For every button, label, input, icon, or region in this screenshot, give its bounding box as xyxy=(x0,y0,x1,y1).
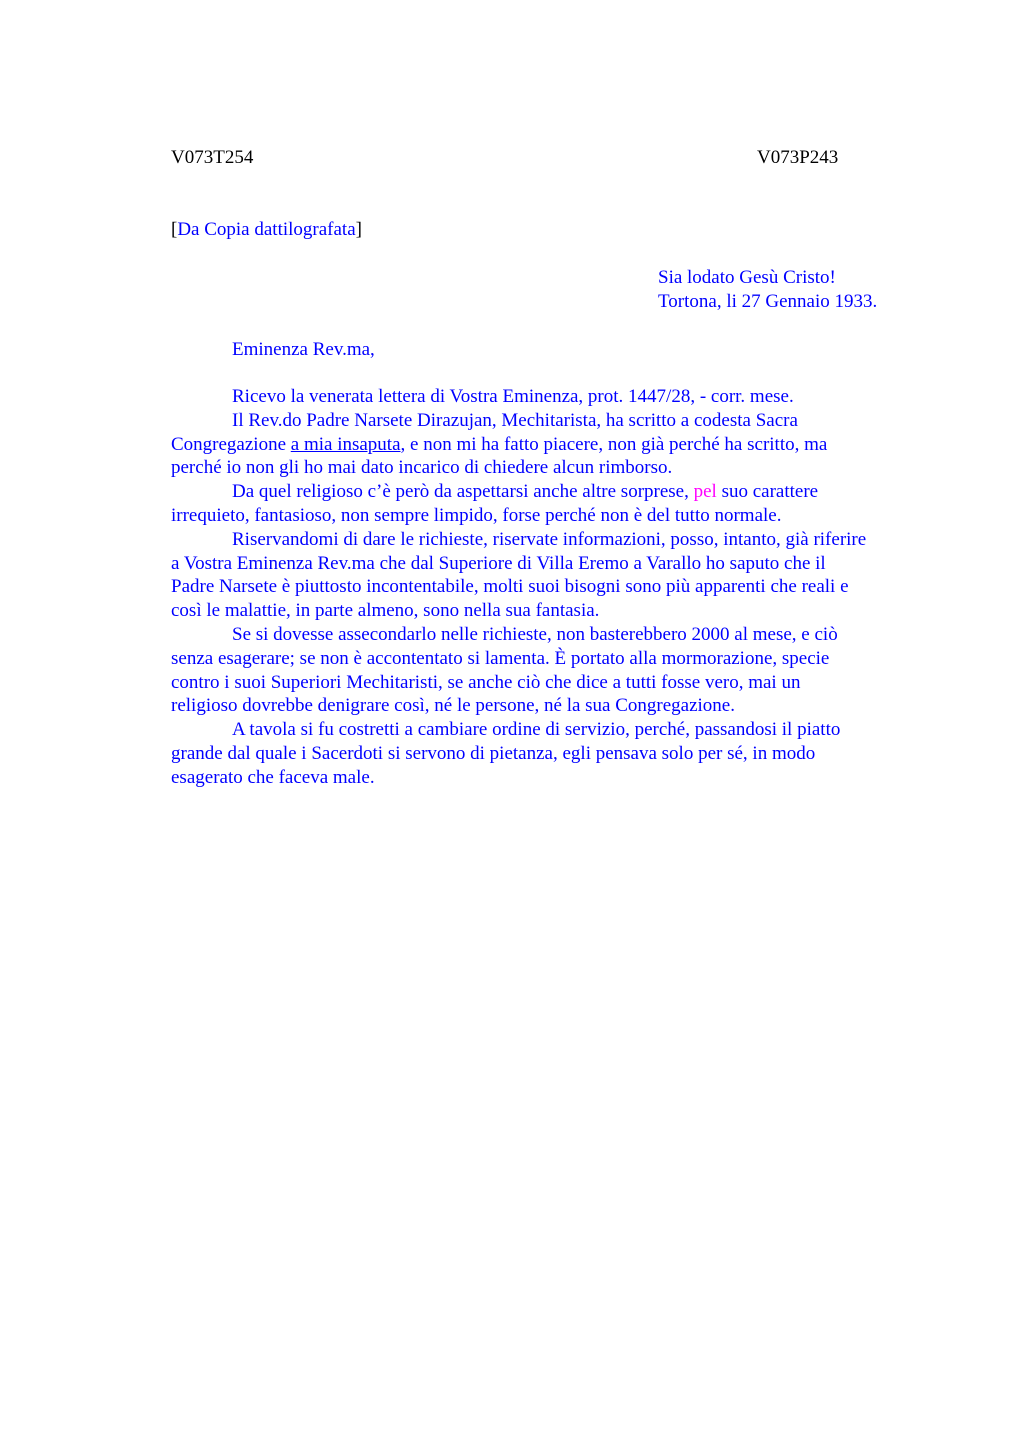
date-line: Tortona, li 27 Gennaio 1933. xyxy=(658,290,878,312)
document-code-right: V073P243 xyxy=(757,147,839,168)
body-line: a Vostra Eminenza Rev.ma che dal Superiore di Villa Eremo a Varallo ho saputo che il xyxy=(171,552,826,574)
body-line: Riservandomi di dare le richieste, riservate informazioni, posso, intanto, già riferire xyxy=(232,528,867,550)
body-line: Se si dovesse assecondarlo nelle richieste, non basterebbero 2000 al mese, e ciò xyxy=(232,623,838,645)
document-code-left: V073T254 xyxy=(171,147,254,168)
underlined-text: a mia insaputa xyxy=(290,433,401,455)
body-text-span: , e non mi ha fatto piacere, non già perché ha scritto, ma xyxy=(400,433,828,455)
salutation: Eminenza Rev.ma, xyxy=(232,339,375,360)
body-line: esagerato che faceva male. xyxy=(171,766,375,788)
body-line: irrequieto, fantasioso, non sempre limpido, forse perché non è del tutto normale. xyxy=(171,504,782,526)
body-line: senza esagerare; se non è accontentato si lamenta. È portato alla mormorazione, specie xyxy=(171,647,830,669)
source-note-text: Da Copia dattilografata xyxy=(177,219,356,240)
body-text-span: Congregazione xyxy=(171,433,291,455)
body-line: Ricevo la venerata lettera di Vostra Eminenza, prot. 1447/28, - corr. mese. xyxy=(232,386,794,407)
body-line: grande dal quale i Sacerdoti si servono di pietanza, egli pensava solo per sé, in modo xyxy=(171,742,816,764)
body-line: A tavola si fu costretti a cambiare ordine di servizio, perché, passandosi il piatto xyxy=(232,719,841,741)
body-line: Padre Narsete è piuttosto incontentabile, molti suoi bisogni sono più apparenti che reali e xyxy=(171,576,849,598)
letter-greeting xyxy=(658,266,877,314)
body-text-span: suo carattere xyxy=(716,481,819,503)
body-line: Il Rev.do Padre Narsete Dirazujan, Mechitarista, ha scritto a codesta Sacra xyxy=(232,409,798,431)
greeting-line: Sia lodato Gesù Cristo! xyxy=(658,267,836,288)
source-note xyxy=(171,218,362,242)
body-line xyxy=(171,433,931,457)
body-line: perché io non gli ho mai dato incarico di chiedere alcun rimborso. xyxy=(171,457,673,479)
body-line: religioso dovrebbe denigrare così, né le persone, né la sua Congregazione. xyxy=(171,695,735,717)
body-line: così le malattie, in parte almeno, sono nella sua fantasia. xyxy=(171,600,600,622)
source-close-bracket: ] xyxy=(355,219,362,240)
source-open-bracket: [ xyxy=(171,219,178,240)
letter-body xyxy=(171,385,931,790)
highlighted-word: pel xyxy=(693,481,717,503)
body-text-span: Da quel religioso c’è però da aspettarsi anche altre sorprese, xyxy=(232,481,694,503)
body-line xyxy=(171,480,931,504)
body-line: contro i suoi Superiori Mechitaristi, se anche ciò che dice a tutti fosse vero, mai un xyxy=(171,671,801,693)
